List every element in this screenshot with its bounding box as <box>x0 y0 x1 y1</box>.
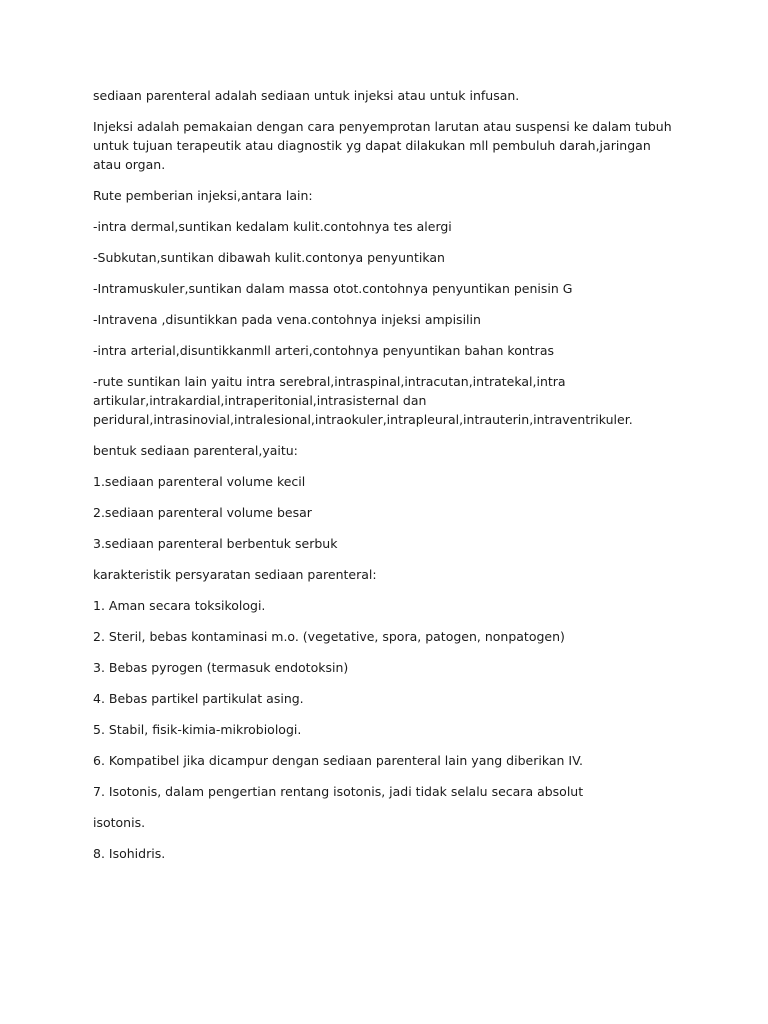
list-item-route: -Subkutan,suntikan dibawah kulit.contonya penyuntikan <box>93 250 445 265</box>
document-body <box>93 86 678 875</box>
list-item-requirement: 7. Isotonis, dalam pengertian rentang isotonis, jadi tidak selalu secara absolut <box>93 784 584 799</box>
list-item-requirement: 4. Bebas partikel partikulat asing. <box>93 691 304 706</box>
paragraph-definition: sediaan parenteral adalah sediaan untuk injeksi atau untuk infusan. <box>93 88 520 103</box>
list-item-route: -Intramuskuler,suntikan dalam massa otot.contohnya penyuntikan penisin G <box>93 281 573 296</box>
list-item-requirement: 3. Bebas pyrogen (termasuk endotoksin) <box>93 660 349 675</box>
list-item-form: 2.sediaan parenteral volume besar <box>93 505 312 520</box>
paragraph-forms-heading: bentuk sediaan parenteral,yaitu: <box>93 443 298 458</box>
list-item-requirement: 8. Isohidris. <box>93 846 166 861</box>
list-item-form: 1.sediaan parenteral volume kecil <box>93 474 306 489</box>
paragraph-requirements-heading: karakteristik persyaratan sediaan parenteral: <box>93 567 377 582</box>
list-item-route: -intra arterial,disuntikkanmll arteri,contohnya penyuntikan bahan kontras <box>93 343 554 358</box>
list-item-route: -Intravena ,disuntikkan pada vena.contohnya injeksi ampisilin <box>93 312 481 327</box>
list-item-requirement: 5. Stabil, fisik-kimia-mikrobiologi. <box>93 722 302 737</box>
list-item-form: 3.sediaan parenteral berbentuk serbuk <box>93 536 338 551</box>
paragraph-injection-definition: Injeksi adalah pemakaian dengan cara penyemprotan larutan atau suspensi ke dalam tubuh untuk tujuan terapeutik atau diagnostik yg dapat dilakukan mll pembuluh darah,jaringan atau organ. <box>93 119 672 172</box>
list-item-requirement: 6. Kompatibel jika dicampur dengan sediaan parenteral lain yang diberikan IV. <box>93 753 584 768</box>
list-item-route: -rute suntikan lain yaitu intra serebral,intraspinal,intracutan,intratekal,intra artikular,intrakardial,intraperitonial,intrasisternal dan peridural,intrasinovial,intralesional,intraokuler,intrapleural,intrauterin,intraventrikuler. <box>93 374 633 427</box>
paragraph-routes-heading: Rute pemberian injeksi,antara lain: <box>93 188 313 203</box>
list-item-requirement: 1. Aman secara toksikologi. <box>93 598 266 613</box>
list-item-requirement: 2. Steril, bebas kontaminasi m.o. (vegetative, spora, patogen, nonpatogen) <box>93 629 565 644</box>
list-item-requirement-continuation: isotonis. <box>93 815 146 830</box>
list-item-route: -intra dermal,suntikan kedalam kulit.contohnya tes alergi <box>93 219 452 234</box>
